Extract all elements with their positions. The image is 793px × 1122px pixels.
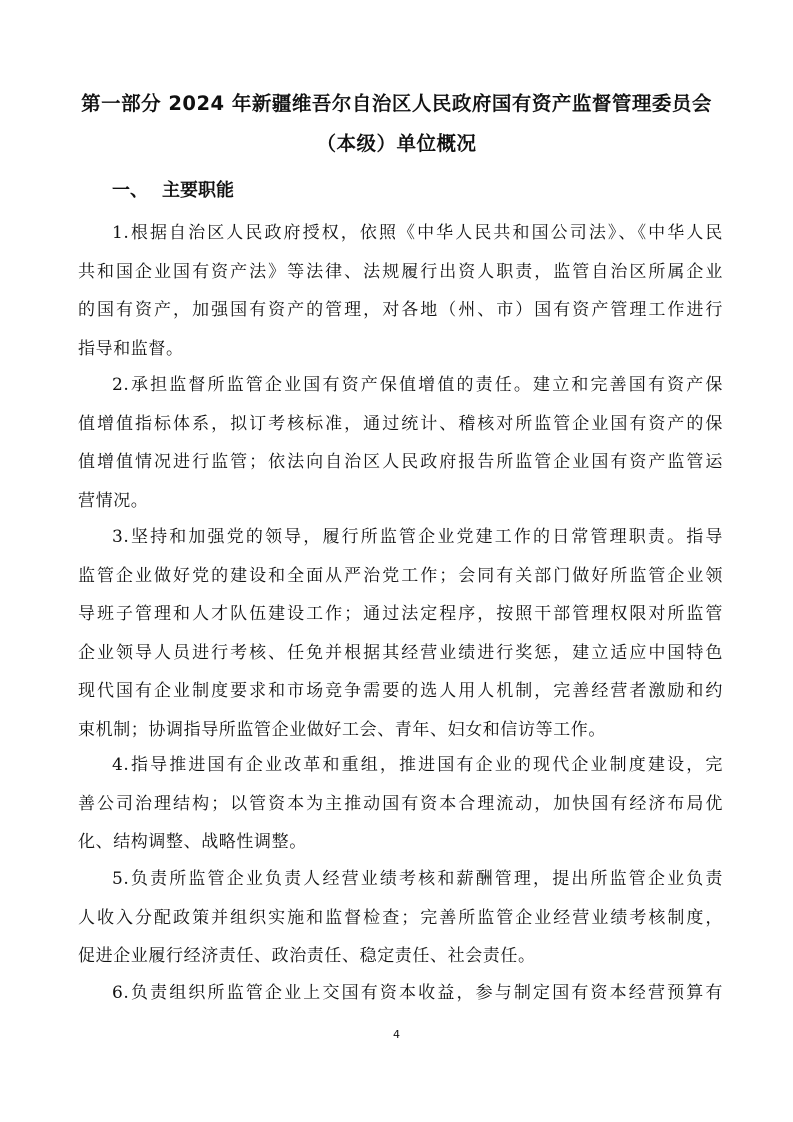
paragraph-line: 3.坚持和加强党的领导，履行所监管企业党建工作的日常管理职责。指导 [112,527,723,547]
section-number: 一、 [112,180,148,201]
paragraph-line: 促进企业履行经济责任、政治责任、稳定责任、社会责任。 [78,946,536,966]
paragraph-line: 现代国有企业制度要求和市场竞争需要的选人用人机制，完善经营者激励和约 [78,681,723,701]
paragraph-6 [78,974,723,1013]
paragraph-1 [78,214,723,368]
paragraph-2 [78,366,723,520]
paragraph-5 [78,860,723,976]
paragraph-line: 化、结构调整、战略性调整。 [78,832,307,852]
paragraph-3 [78,518,723,749]
paragraph-line: 企业领导人员进行考核、任免并根据其经营业绩进行奖惩，建立适应中国特色 [78,642,723,663]
page-number: 4 [393,1028,400,1041]
paragraph-line: 导班子管理和人才队伍建设工作；通过法定程序，按照干部管理权限对所监管 [78,604,723,624]
paragraph-line: 束机制；协调指导所监管企业做好工会、青年、妇女和信访等工作。 [78,719,606,740]
paragraph-line: 2.承担监督所监管企业国有资产保值增值的责任。建立和完善国有资产保 [112,375,723,395]
paragraph-line: 善公司治理结构；以管资本为主推动国有资本合理流动，加快国有经济布局优 [78,793,723,814]
paragraph-line: 指导和监督。 [78,338,184,359]
paragraph-line: 5.负责所监管企业负责人经营业绩考核和薪酬管理，提出所监管企业负责 [112,869,723,889]
paragraph-line: 4.指导推进国有企业改革和重组，推进国有企业的现代企业制度建设，完 [112,755,723,775]
paragraph-line: 的国有资产，加强国有资产的管理，对各地（州、市）国有资产管理工作进行 [78,300,723,320]
section-title: 主要职能 [162,180,234,201]
document-title-line-1: 第一部分 2024 年新疆维吾尔自治区人民政府国有资产监督管理委员会 [81,92,712,115]
paragraph-line: 营情况。 [78,490,149,511]
paragraph-line: 值增值指标体系，拟订考核标准，通过统计、稽核对所监管企业国有资产的保 [78,413,723,434]
paragraph-line: 1.根据自治区人民政府授权，依照《中华人民共和国公司法》、《中华人民 [112,223,723,243]
paragraph-line: 人收入分配政策并组织实施和监督检查；完善所监管企业经营业绩考核制度， [78,907,723,928]
paragraph-line: 共和国企业国有资产法》等法律、法规履行出资人职责，监管自治区所属企业 [78,261,723,282]
paragraph-line: 6.负责组织所监管企业上交国有资本收益，参与制定国有资本经营预算有 [112,983,723,1003]
paragraph-line: 值增值情况进行监管；依法向自治区人民政府报告所监管企业国有资产监管运 [78,452,723,472]
document-title-line-2: （本级）单位概况 [316,132,477,155]
section-heading [112,178,234,204]
paragraph-4 [78,746,723,862]
paragraph-line: 监管企业做好党的建设和全面从严治党工作；会同有关部门做好所监管企业领 [78,565,723,586]
